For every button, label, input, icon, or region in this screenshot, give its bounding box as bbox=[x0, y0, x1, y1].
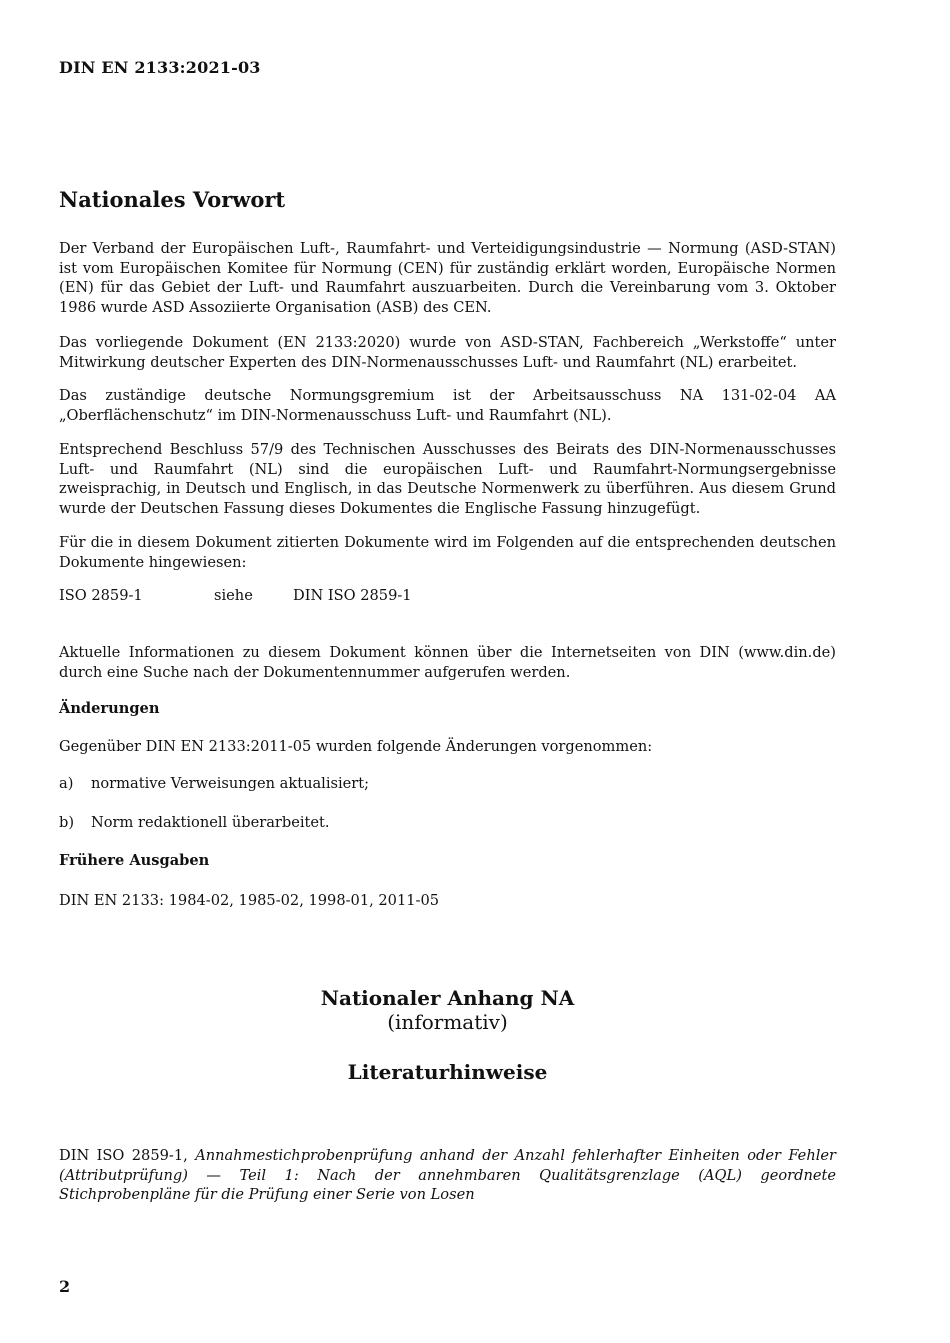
foreword-paragraph-2: Das vorliegende Dokument (EN 2133:2020) wurde von ASD-STAN, Fachbereich „Werkstoffe“ unter Mitwirkung deutscher Experten des DIN-Normenausschusses Luft- und Raumfahrt (NL) erarbeitet. bbox=[59, 334, 836, 371]
annex-subtitle: (informativ) bbox=[387, 1010, 508, 1034]
foreword-paragraph-4: Entsprechend Beschluss 57/9 des Technischen Ausschusses des Beirats des DIN-Normenausschusses Luft- und Raumfahrt (NL) sind die europäischen Luft- und Raumfahrt-Normungsergebnisse zweisprachig, in Deutsch und Englisch, in das Deutsche Normenwerk zu überführen. Aus diesem Grund wurde der Deutschen Fassung dieses Dokumentes die Englische Fassung hinzugefügt. bbox=[59, 441, 836, 517]
annex-title: Nationaler Anhang NA bbox=[320, 986, 575, 1010]
foreword-paragraph-3: Das zuständige deutsche Normungsgremium ist der Arbeitsausschuss NA 131-02-04 AA „Oberflächenschutz“ im DIN-Normenausschuss Luft- und Raumfahrt (NL). bbox=[59, 387, 836, 424]
list-marker: a) bbox=[59, 775, 74, 792]
list-marker: b) bbox=[59, 814, 75, 831]
reference-cited: ISO 2859-1 bbox=[59, 587, 143, 604]
reference-row bbox=[59, 586, 836, 606]
previous-editions-text: DIN EN 2133: 1984-02, 1985-02, 1998-01, 2011-05 bbox=[59, 892, 440, 909]
reference-relation: siehe bbox=[214, 587, 253, 604]
foreword-paragraph-5: Für die in diesem Dokument zitierten Dokumente wird im Folgenden auf die entsprechenden deutschen Dokumente hingewiesen: bbox=[59, 534, 836, 571]
list-text: Norm redaktionell überarbeitet. bbox=[91, 814, 330, 831]
literature-entry bbox=[59, 1146, 836, 1205]
reference-national: DIN ISO 2859-1 bbox=[293, 587, 412, 604]
info-paragraph: Aktuelle Informationen zu diesem Dokument können über die Internetseiten von DIN (www.din.de) durch eine Suche nach der Dokumentennummer aufgerufen werden. bbox=[59, 644, 836, 681]
list-item bbox=[59, 813, 759, 833]
foreword-paragraph-1: Der Verband der Europäischen Luft-, Raumfahrt- und Verteidigungsindustrie — Normung (ASD-STAN) ist vom Europäischen Komitee für Normung (CEN) für zuständig erklärt worden, Europäische Normen (EN) für das Gebiet der Luft- und Raumfahrt auszuarbeiten. Durch die Vereinbarung vom 3. Oktober 1986 wurde ASD Assoziierte Organisation (ASB) des CEN. bbox=[59, 240, 836, 316]
document-id: DIN EN 2133:2021-03 bbox=[59, 58, 261, 77]
list-item bbox=[59, 774, 759, 794]
changes-intro: Gegenüber DIN EN 2133:2011-05 wurden folgende Änderungen vorgenommen: bbox=[59, 738, 653, 755]
changes-heading: Änderungen bbox=[59, 700, 160, 717]
previous-editions-heading: Frühere Ausgaben bbox=[59, 852, 210, 869]
literature-heading: Literaturhinweise bbox=[347, 1060, 548, 1084]
page-number: 2 bbox=[59, 1277, 71, 1296]
literature-ref: DIN ISO 2859-1, bbox=[59, 1147, 188, 1164]
literature-title: Annahmestichprobenprüfung anhand der Anzahl fehlerhafter Einheiten oder Fehler (Attributprüfung) — Teil 1: Nach der annehmbaren Qualitätsgrenzlage (AQL) geordnete Stichprobenpläne für die Prüfung einer Serie von Losen bbox=[59, 1147, 836, 1203]
section-title-foreword: Nationales Vorwort bbox=[59, 187, 286, 212]
list-text: normative Verweisungen aktualisiert; bbox=[91, 775, 370, 792]
